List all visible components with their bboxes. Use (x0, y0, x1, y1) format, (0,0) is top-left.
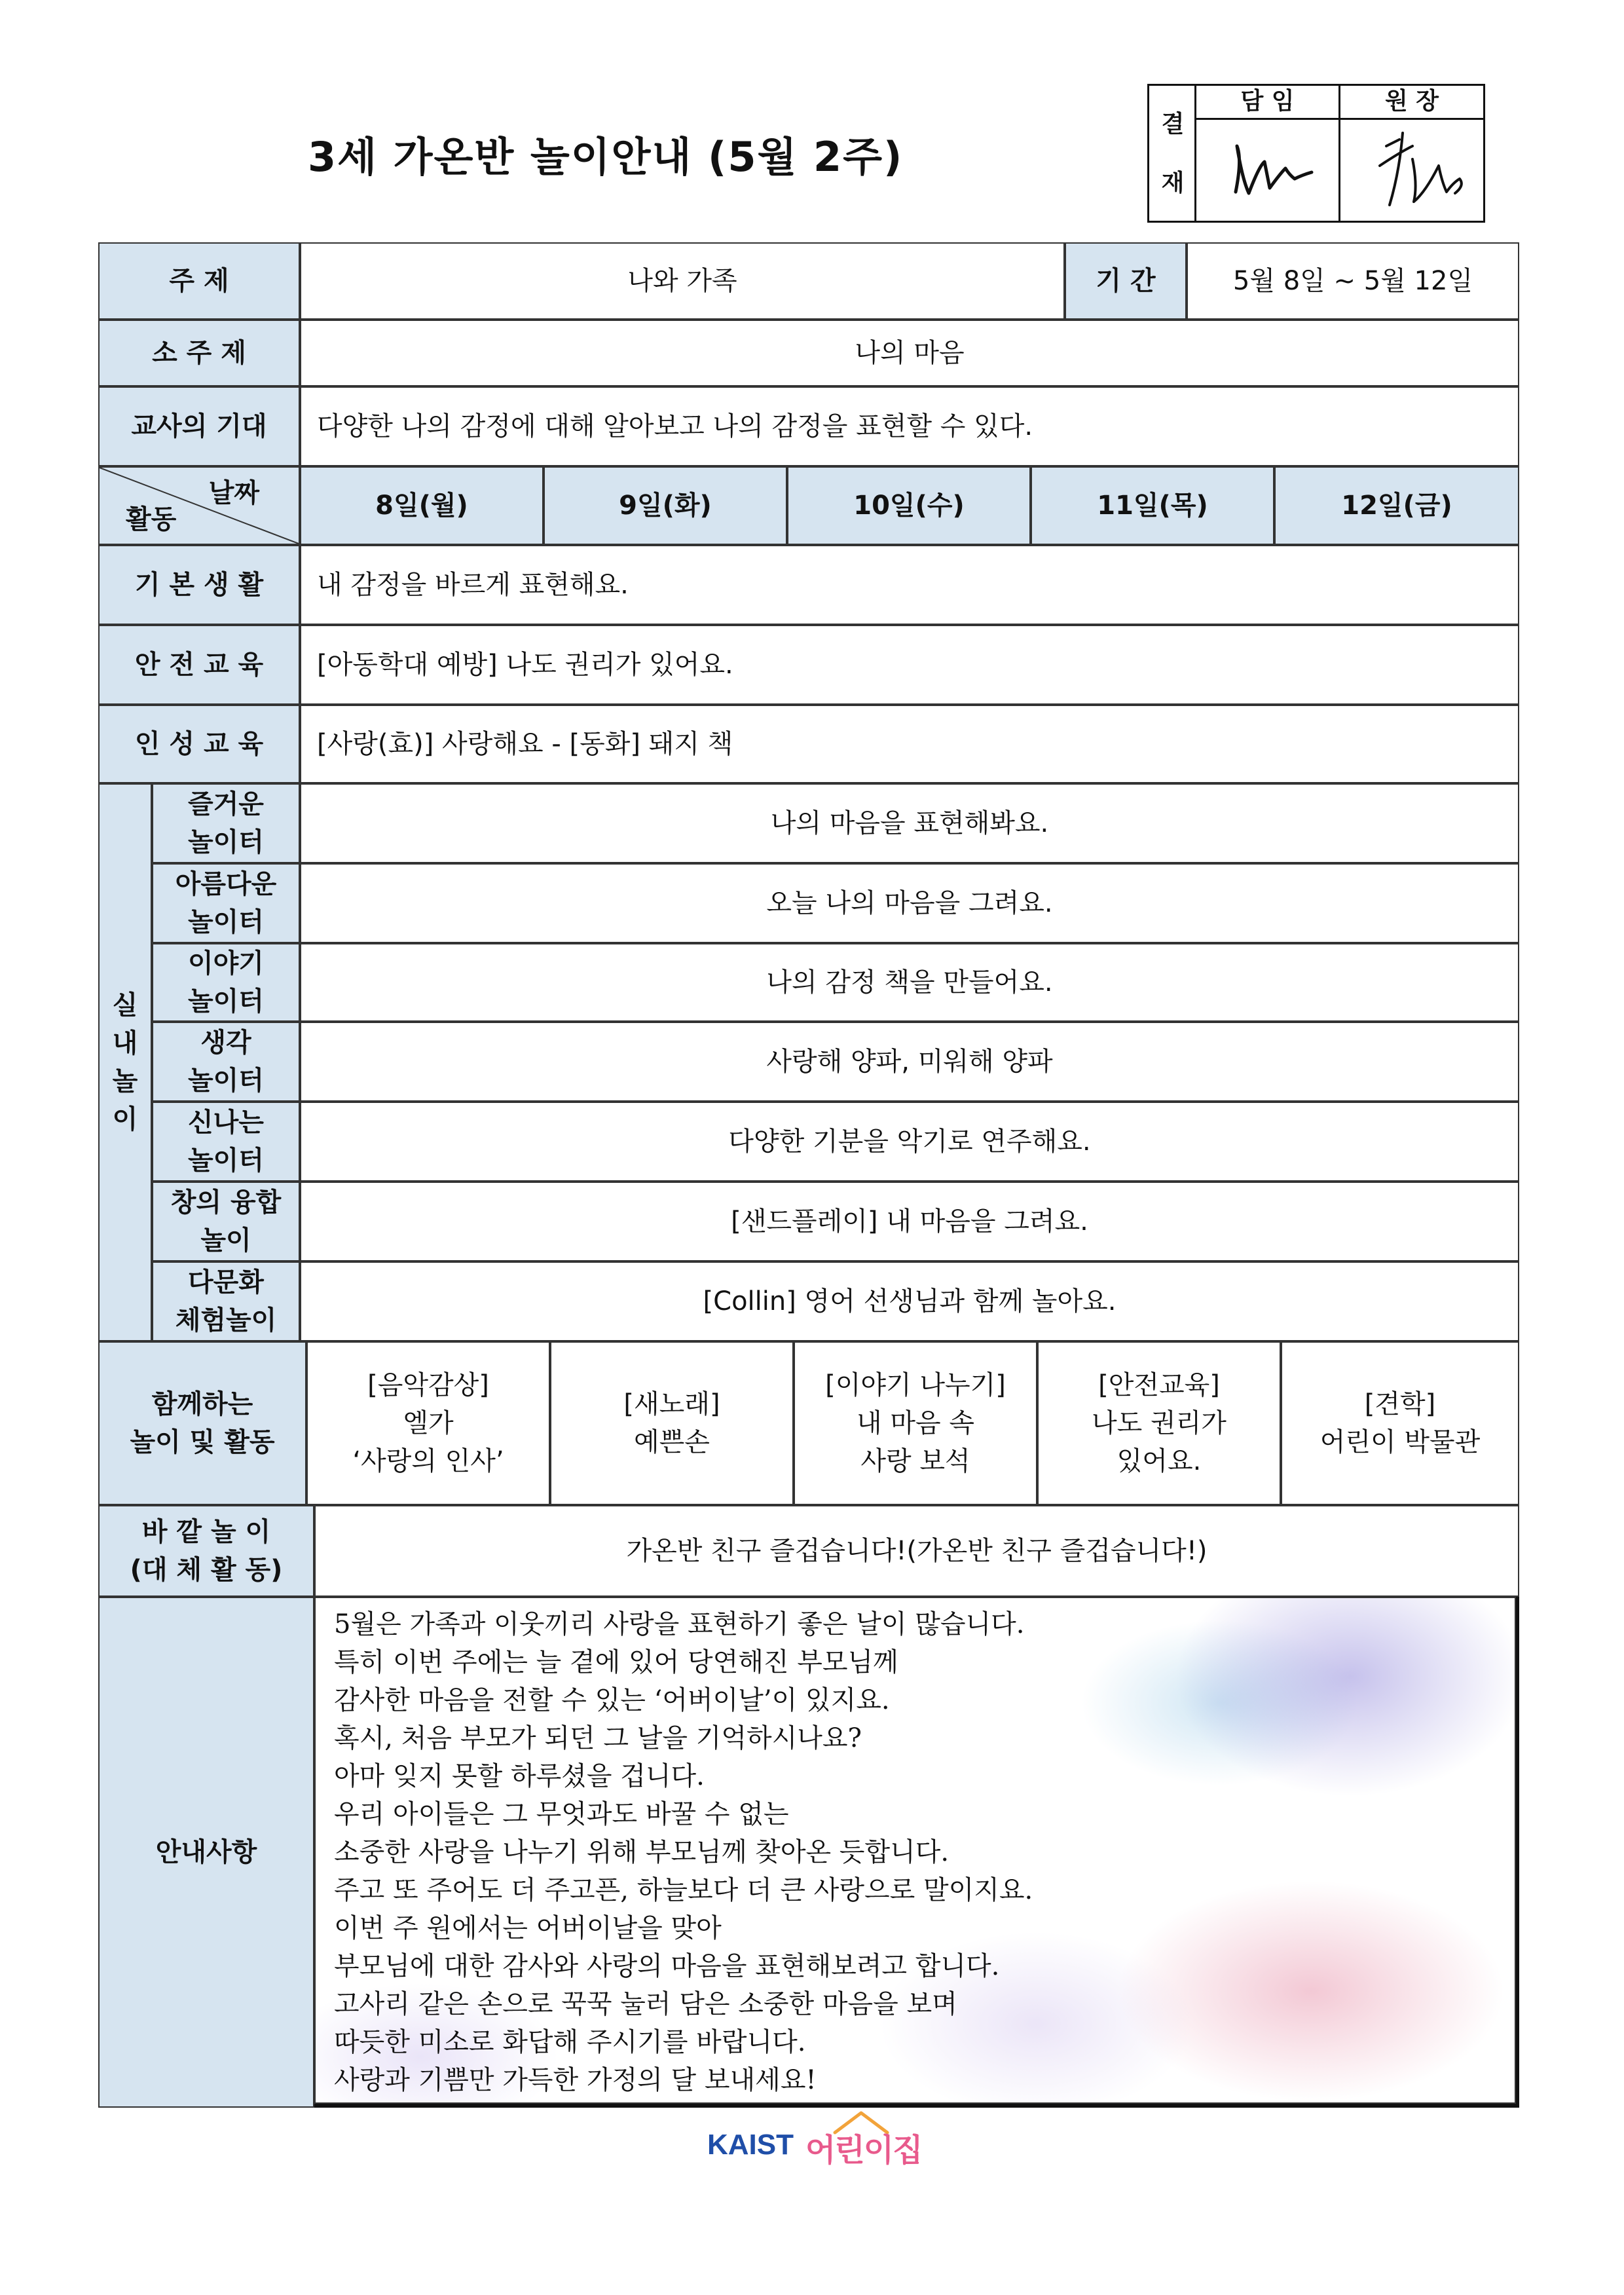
indoor-char-1: 실 (112, 990, 138, 1020)
day-header-mon: 8일(월) (300, 466, 544, 545)
homeroom-signature (1196, 120, 1340, 221)
indoor-row-label-5-a: 신나는 (188, 1108, 264, 1138)
indoor-row-label-6-a: 창의 융합 (170, 1187, 282, 1218)
indoor-char-2: 내 (112, 1028, 138, 1058)
activity-corner-label: 활동 (126, 504, 177, 534)
together-item-1-line-3: ‘사랑의 인사’ (352, 1446, 504, 1476)
outdoor-label-b: (대 체 활 동) (130, 1555, 283, 1585)
basic-life-label: 기 본 생 활 (98, 545, 300, 625)
basic-life-value: 내 감정을 바르게 표현해요. (300, 545, 1519, 625)
indoor-row-label-4-a: 생각 (200, 1028, 251, 1058)
indoor-row-label-4 (152, 1022, 300, 1102)
period-value: 5월 8일 ~ 5월 12일 (1187, 242, 1519, 320)
together-item-2-line-1: [새노래] (623, 1389, 720, 1419)
together-label-a: 함께하는 (151, 1389, 253, 1419)
period-label: 기 간 (1065, 242, 1187, 320)
together-item-5 (1281, 1341, 1519, 1505)
indoor-row-label-1-a: 즐거운 (188, 789, 264, 819)
subtheme-value: 나의 마음 (300, 320, 1519, 386)
together-label-b: 놀이 및 활동 (130, 1427, 275, 1457)
together-item-4-line-2: 나도 권리가 (1092, 1408, 1227, 1438)
safety-value: [아동학대 예방] 나도 권리가 있어요. (300, 625, 1519, 705)
notice-line-3: 감사한 마음을 전할 수 있는 ‘어버이날’이 있지요. (334, 1685, 890, 1715)
together-item-3-line-2: 내 마음 속 (857, 1408, 974, 1438)
day-header-thu: 11일(목) (1031, 466, 1274, 545)
homeroom-teacher-header: 담 임 (1196, 86, 1340, 120)
indoor-row-label-2-a: 아름다운 (175, 869, 277, 899)
outdoor-value: 가온반 친구 즐겁습니다!(가온반 친구 즐겁습니다!) (314, 1505, 1519, 1597)
together-item-4-line-3: 있어요. (1116, 1446, 1202, 1476)
together-item-3-line-3: 사랑 보석 (860, 1446, 970, 1476)
indoor-row-value-5: 다양한 기분을 악기로 연주해요. (300, 1102, 1519, 1182)
together-item-5-line-1: [견학] (1364, 1389, 1436, 1419)
indoor-row-value-6: [샌드플레이] 내 마음을 그려요. (300, 1182, 1519, 1261)
indoor-row-label-3-b: 놀이터 (188, 986, 264, 1017)
together-label (98, 1341, 306, 1505)
kaist-kindergarten-logo (707, 2109, 930, 2168)
notice-line-1: 5월은 가족과 이웃끼리 사랑을 표현하기 좋은 날이 많습니다. (334, 1609, 1025, 1639)
date-corner-label: 날짜 (208, 478, 259, 508)
notice-line-9: 이번 주 원에서는 어버이날을 맞아 (334, 1913, 722, 1943)
indoor-row-label-3 (152, 943, 300, 1022)
indoor-row-label-7-b: 체험놀이 (175, 1305, 277, 1335)
logo-brand: KAIST (707, 2129, 794, 2161)
together-item-2-line-2: 예쁜손 (634, 1427, 710, 1457)
indoor-row-label-5 (152, 1102, 300, 1182)
director-header: 원 장 (1340, 86, 1483, 120)
notice-label: 안내사항 (98, 1597, 314, 2108)
day-activity-header (98, 466, 300, 545)
indoor-row-value-3: 나의 감정 책을 만들어요. (300, 943, 1519, 1022)
notice-body (314, 1597, 1516, 2104)
indoor-row-label-5-b: 놀이터 (188, 1146, 264, 1176)
day-header-tue: 9일(화) (544, 466, 787, 545)
outdoor-label (98, 1505, 314, 1597)
indoor-row-label-3-a: 이야기 (188, 948, 264, 979)
approval-label-bottom: 재 (1161, 170, 1185, 196)
theme-label: 주 제 (98, 242, 300, 320)
notice-line-7: 소중한 사랑을 나누기 위해 부모님께 찾아온 듯합니다. (334, 1837, 950, 1867)
character-label: 인 성 교 육 (98, 705, 300, 783)
indoor-row-label-6-b: 놀이 (200, 1225, 251, 1256)
page-title: 3세 가온반 놀이안내 (5월 2주) (308, 133, 904, 181)
indoor-row-label-1-b: 놀이터 (188, 827, 264, 857)
expectation-label: 교사의 기대 (98, 386, 300, 466)
indoor-row-value-1: 나의 마음을 표현해봐요. (300, 783, 1519, 863)
indoor-row-label-7 (152, 1261, 300, 1341)
together-item-1-line-2: 엘가 (403, 1408, 454, 1438)
together-item-5-line-2: 어린이 박물관 (1320, 1427, 1481, 1457)
indoor-row-label-7-a: 다문화 (188, 1267, 264, 1297)
indoor-row-label-2-b: 놀이터 (188, 907, 264, 937)
indoor-row-label-1 (152, 783, 300, 863)
indoor-play-group-label (98, 783, 152, 1341)
indoor-row-value-4: 사랑해 양파, 미워해 양파 (300, 1022, 1519, 1102)
notice-line-4: 혹시, 처음 부모가 되던 그 날을 기억하시나요? (334, 1723, 862, 1753)
together-item-3 (794, 1341, 1037, 1505)
safety-label: 안 전 교 육 (98, 625, 300, 705)
logo-name: 어린이집 (805, 2132, 922, 2169)
notice-line-8: 주고 또 주어도 더 주고픈, 하늘보다 더 큰 사랑으로 말이지요. (334, 1875, 1033, 1905)
notice-line-11: 고사리 같은 손으로 꾹꾹 눌러 담은 소중한 마음을 보며 (334, 1989, 957, 2019)
approval-label-top: 결 (1161, 111, 1185, 138)
notice-line-10: 부모님에 대한 감사와 사랑의 마음을 표현해보려고 합니다. (334, 1951, 1000, 1981)
together-item-3-line-1: [이야기 나누기] (825, 1370, 1006, 1400)
indoor-row-label-2 (152, 863, 300, 943)
notice-line-2: 특히 이번 주에는 늘 곁에 있어 당연해진 부모님께 (334, 1647, 898, 1677)
outdoor-label-a: 바 깥 놀 이 (141, 1517, 271, 1547)
together-item-4 (1037, 1341, 1281, 1505)
approval-box (1147, 84, 1485, 223)
subtheme-label: 소 주 제 (98, 320, 300, 386)
theme-value: 나와 가족 (300, 242, 1065, 320)
together-item-2 (550, 1341, 794, 1505)
indoor-row-label-6 (152, 1182, 300, 1261)
day-header-wed: 10일(수) (787, 466, 1031, 545)
expectation-value: 다양한 나의 감정에 대해 알아보고 나의 감정을 표현할 수 있다. (300, 386, 1519, 466)
day-header-fri: 12일(금) (1274, 466, 1519, 545)
notice-line-13: 사랑과 기쁨만 가득한 가정의 달 보내세요! (334, 2065, 817, 2095)
indoor-char-3: 놀 (112, 1066, 138, 1096)
together-item-4-line-1: [안전교육] (1098, 1370, 1220, 1400)
together-item-1-line-1: [음악감상] (367, 1370, 489, 1400)
indoor-row-value-7: [Collin] 영어 선생님과 함께 놀아요. (300, 1261, 1519, 1341)
director-signature (1340, 120, 1483, 221)
notice-line-12: 따듯한 미소로 화답해 주시기를 바랍니다. (334, 2027, 806, 2057)
together-item-1 (306, 1341, 550, 1505)
notice-line-5: 아마 잊지 못할 하루셨을 겁니다. (334, 1761, 705, 1791)
indoor-char-4: 이 (112, 1104, 138, 1134)
approval-label (1149, 86, 1196, 221)
indoor-row-value-2: 오늘 나의 마음을 그려요. (300, 863, 1519, 943)
indoor-row-label-4-b: 놀이터 (188, 1066, 264, 1096)
notice-line-6: 우리 아이들은 그 무엇과도 바꿀 수 없는 (334, 1799, 789, 1829)
character-value: [사랑(효)] 사랑해요 - [동화] 돼지 책 (300, 705, 1519, 783)
